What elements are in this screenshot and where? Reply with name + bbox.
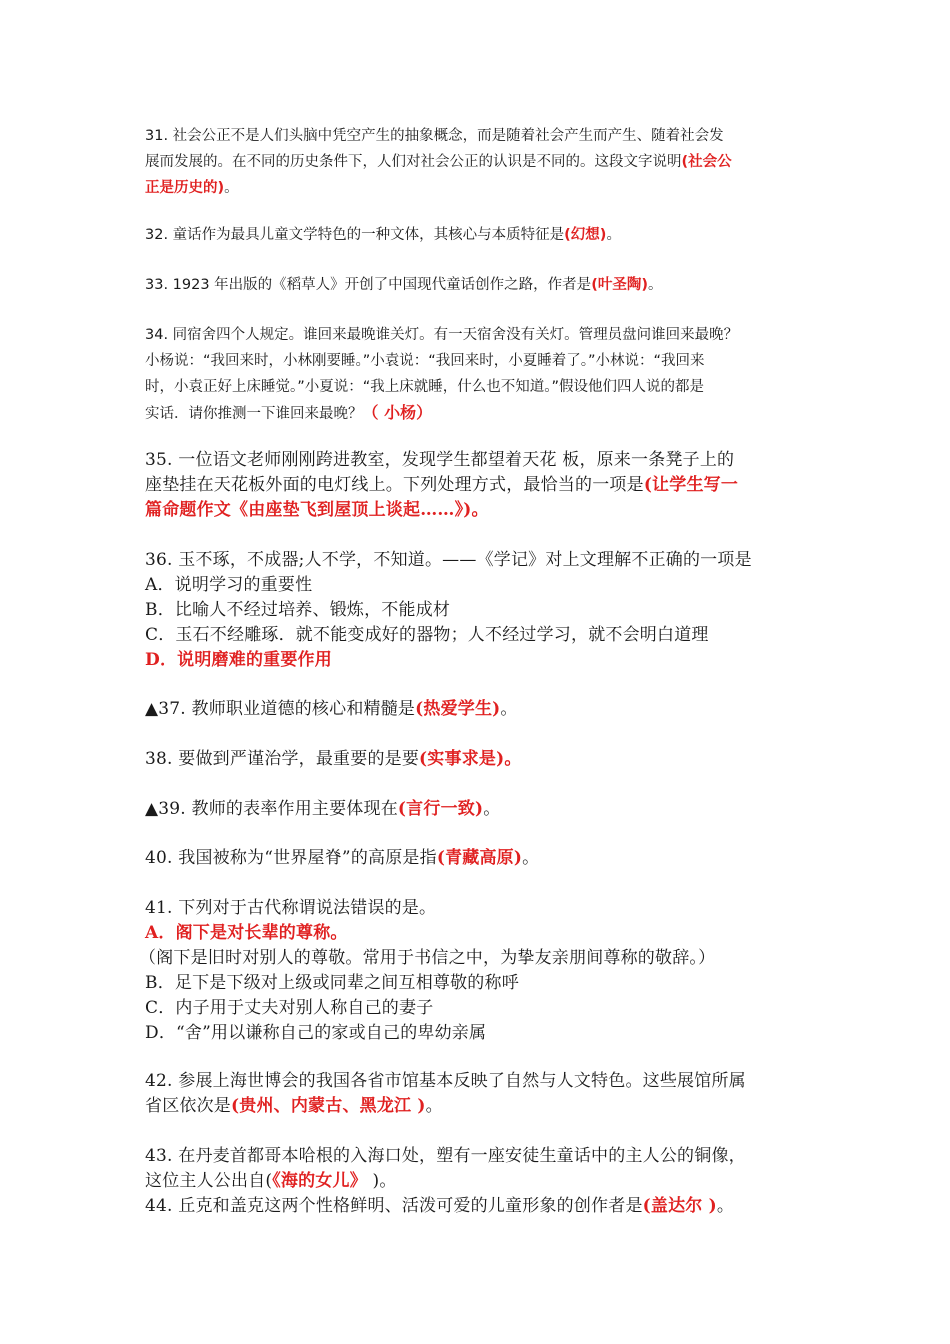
q41-stem: 41. 下列对于古代称谓说法错误的是。 (145, 898, 437, 918)
question-31 (145, 123, 810, 201)
question-41 (139, 896, 810, 1046)
q35-answer-part-2: 篇命题作文《由座垫飞到屋顶上谈起……》)。 (145, 500, 489, 520)
q31-answer-part-2: 正是历史的) (145, 180, 225, 196)
q35-line-2: 座垫挂在天花板外面的电灯线上。下列处理方式，最恰当的一项是(让学生写一 (145, 475, 739, 495)
q43-line-1: 43. 在丹麦首都哥本哈根的入海口处，塑有一座安徒生童话中的主人公的铜像， (145, 1146, 746, 1166)
q36-option-c: C．玉石不经雕琢．就不能变成好的器物；人不经过学习，就不会明白道理 (145, 625, 709, 645)
q31-line-3: 正是历史的)。 (145, 180, 239, 196)
q44-answer: (盖达尔 ) (642, 1196, 717, 1216)
q38-answer: (实事求是)。 (419, 749, 522, 769)
q35-line-1: 35. 一位语文老师刚刚跨进教室，发现学生都望着天花 板，原来一条凳子上的 (145, 450, 735, 470)
q34-line-2: 小杨说：“我回来时，小林刚要睡。”小袁说：“我回来时，小夏睡着了。”小林说：“我回来 (145, 353, 705, 369)
question-38: 38. 要做到严谨治学，最重要的是要(实事求是)。 (145, 749, 522, 769)
q31-line-2: 展而发展的。在不同的历史条件下，人们对社会公正的认识是不同的。这段文字说明(社会公 (145, 154, 732, 170)
question-35 (145, 448, 810, 523)
question-40: 40. 我国被称为“世界屋脊”的高原是指(青藏高原)。 (145, 848, 540, 868)
q33-answer: (叶圣陶) (591, 277, 648, 293)
q36-option-d-answer: D．说明磨难的重要作用 (145, 650, 332, 670)
question-36 (145, 548, 810, 673)
q34-line-3: 时，小袁正好上床睡觉。”小夏说：“我上床就睡，什么也不知道。”假设他们四人说的都是 (145, 379, 705, 395)
question-39: ▲39. 教师的表率作用主要体现在(言行一致)。 (145, 799, 501, 819)
q41-option-d: D．“舍”用以谦称自己的家或自己的卑幼亲属 (145, 1023, 487, 1043)
q36-option-a: A．说明学习的重要性 (145, 575, 313, 595)
q41-option-c: C．内子用于丈夫对别人称自己的妻子 (145, 998, 434, 1018)
q32-answer: (幻想) (564, 227, 607, 243)
q34-answer: （ 小杨） (362, 403, 433, 422)
q31-answer-part-1: (社会公 (681, 154, 732, 170)
question-44: 44. 丘克和盖克这两个性格鲜明、活泼可爱的儿童形象的创作者是(盖达尔 )。 (145, 1196, 735, 1216)
q42-line-2: 省区依次是(贵州、内蒙古、黑龙江 )。 (145, 1096, 443, 1116)
q36-stem: 36. 玉不琢，不成器;人不学，不知道。——《学记》对上文理解不正确的一项是 (145, 550, 752, 570)
q37-answer: (热爱学生) (415, 699, 501, 719)
q41-option-b: B．足下是下级对上级或同辈之间互相尊敬的称呼 (145, 973, 519, 993)
q34-line-1: 34. 同宿舍四个人规定。谁回来最晚谁关灯。有一天宿舍没有关灯。管理员盘问谁回来最晚？ (145, 327, 739, 343)
q41-note: （阁下是旧时对别人的尊敬。常用于书信之中，为挚友亲朋间尊称的敬辞。） (139, 948, 716, 968)
q35-answer-part-1: (让学生写一 (643, 475, 739, 495)
question-42 (145, 1069, 810, 1119)
q39-answer: (言行一致) (397, 799, 484, 819)
question-33: 33. 1923 年出版的《稻草人》开创了中国现代童话创作之路，作者是(叶圣陶)。 (145, 277, 663, 293)
q41-option-a-answer: A．阁下是对长辈的尊称。 (145, 923, 348, 943)
question-37: ▲37. 教师职业道德的核心和精髓是(热爱学生)。 (145, 699, 518, 719)
question-43 (145, 1144, 810, 1194)
q43-answer: 《海的女儿》 (272, 1171, 367, 1191)
question-32: 32. 童话作为最具儿童文学特色的一种文体，其核心与本质特征是(幻想)。 (145, 227, 621, 243)
q42-answer: (贵州、内蒙古、黑龙江 ) (231, 1096, 426, 1116)
q34-line-4: 实话．请你推测一下谁回来最晚？（ 小杨） (145, 403, 433, 422)
q42-line-1: 42. 参展上海世博会的我国各省市馆基本反映了自然与人文特色。这些展馆所属 (145, 1071, 746, 1091)
q40-answer: (青藏高原) (436, 848, 523, 868)
question-34 (145, 322, 810, 427)
q31-line-1: 31. 社会公正不是人们头脑中凭空产生的抽象概念，而是随着社会产生而产生、随着社会发 (145, 128, 724, 144)
q43-line-2: 这位主人公出自(《海的女儿》 )。 (145, 1171, 397, 1191)
q36-option-b: B．比喻人不经过培养、锻炼，不能成材 (145, 600, 451, 620)
